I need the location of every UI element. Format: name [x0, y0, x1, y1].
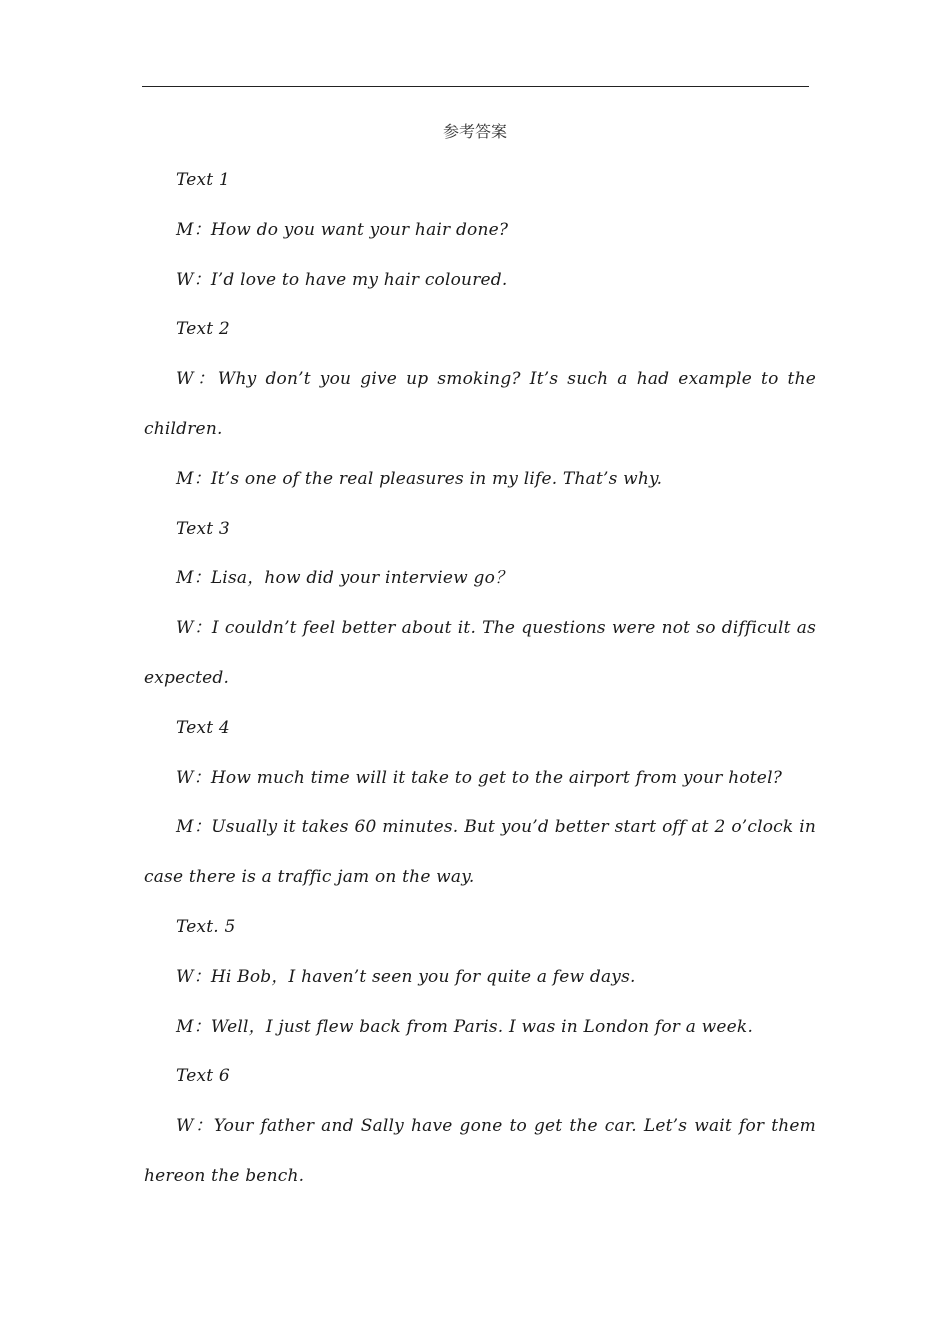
dialogue-line: W：Your father and Sally have gone to get the car. Let’s wait for them hereon the bench. — [144, 1116, 816, 1186]
section-heading-text-1: Text 1 — [176, 170, 230, 190]
page-title: 参考答案 — [442, 122, 507, 141]
speaker-label: M： — [176, 1016, 211, 1037]
speaker-label: W： — [176, 966, 211, 987]
dialogue-line: W：Why don’t you give up smoking? It’s such a had example to the children. — [144, 369, 816, 439]
speaker-label: W： — [176, 369, 218, 390]
speaker-label: W： — [176, 1116, 214, 1137]
dialogue-line: W：How much time will it take to get to the airport from your hotel? — [176, 767, 783, 788]
speaker-label: W： — [176, 767, 211, 788]
section-heading-text-5: Text. 5 — [176, 916, 236, 937]
dialogue-line: M：Usually it takes 60 minutes. But you’d better start off at 2 o’clock in case there is a traffic jam on the way. — [144, 817, 817, 888]
speaker-label: M： — [176, 817, 212, 838]
dialogue-line: M：How do you want your hair done? — [176, 219, 509, 240]
speaker-label: M： — [176, 468, 211, 489]
speaker-label: M： — [176, 568, 211, 589]
dialogue-line: M：It’s one of the real pleasures in my life. That’s why. — [176, 468, 663, 489]
section-heading-text-2: Text 2 — [176, 319, 230, 340]
header-rule — [142, 86, 809, 87]
dialogue-line: W：I’d love to have my hair coloured. — [176, 269, 508, 290]
speaker-label: M： — [176, 219, 211, 240]
speaker-label: W： — [176, 269, 211, 290]
speaker-label: W： — [176, 618, 212, 639]
dialogue-line: W：Hi Bob，I haven’t seen you for quite a few days. — [176, 966, 636, 987]
dialogue-line: M：Well，I just flew back from Paris. I was in London for a week. — [176, 1016, 754, 1037]
document-body — [144, 156, 816, 1202]
section-heading-text-4: Text 4 — [176, 717, 230, 738]
section-heading-text-3: Text 3 — [176, 518, 230, 539]
dialogue-line: W：I couldn’t feel better about it. The questions were not so difficult as expected. — [144, 618, 817, 688]
section-heading-text-6: Text 6 — [176, 1066, 230, 1087]
dialogue-line: M：Lisa，how did your interview go？ — [176, 568, 513, 589]
